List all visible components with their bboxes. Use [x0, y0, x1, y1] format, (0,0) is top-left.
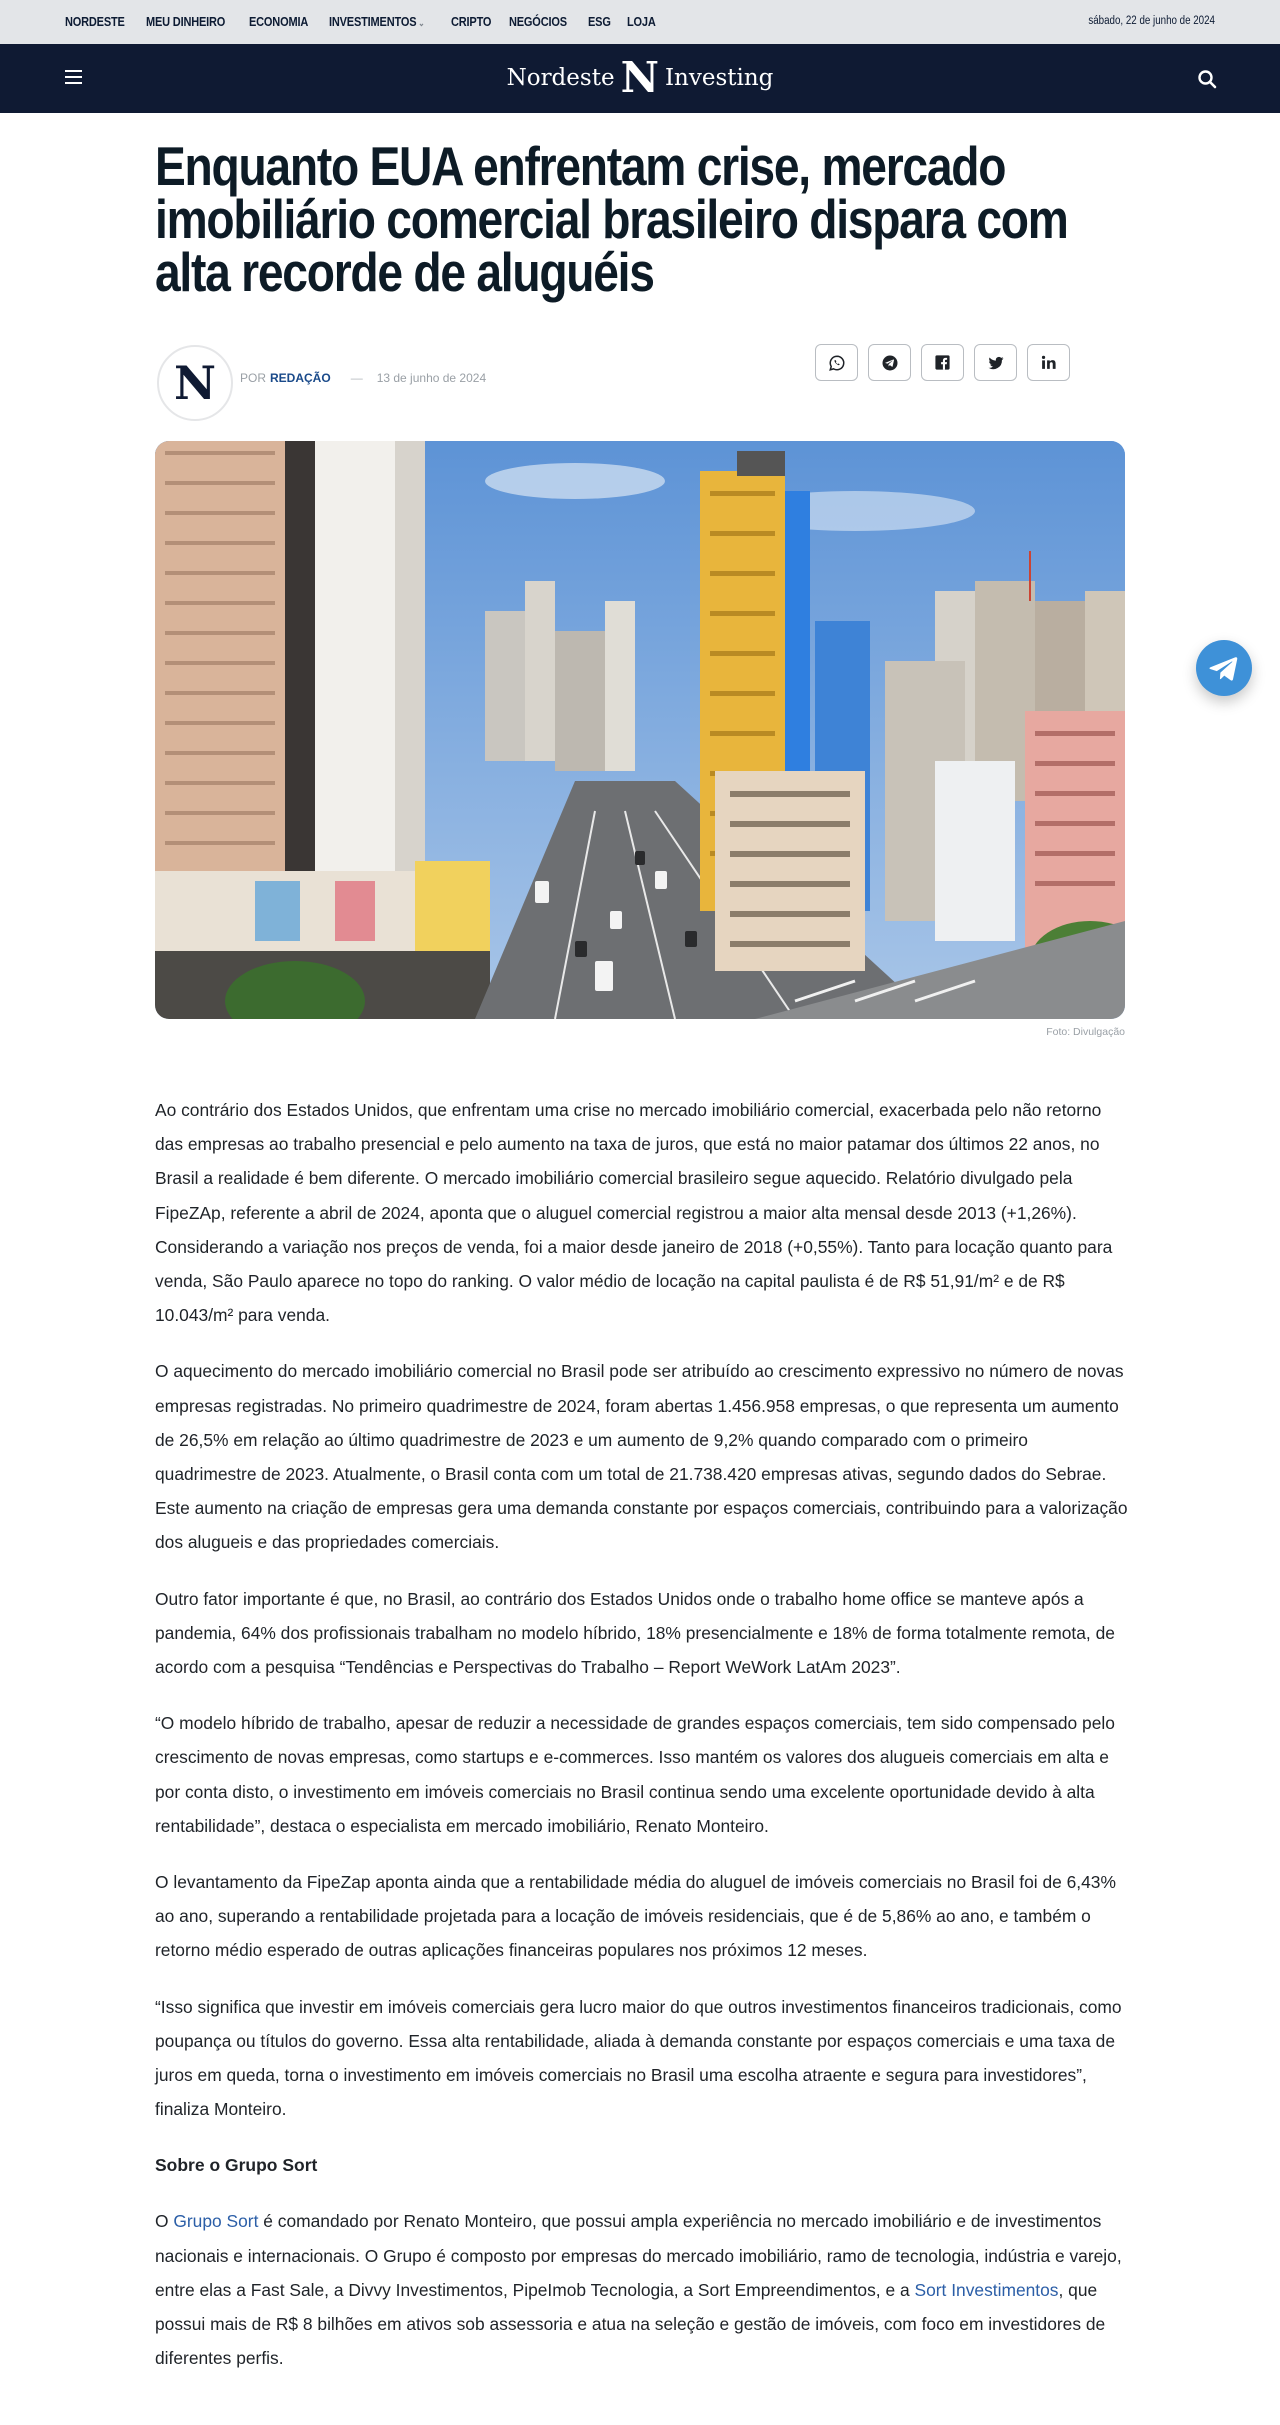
city-street-illustration: [155, 441, 1125, 1019]
nav-loja[interactable]: LOJA: [627, 15, 656, 29]
whatsapp-icon: [828, 354, 846, 372]
chevron-down-icon: ⌄: [418, 18, 425, 28]
site-header: [0, 44, 1280, 113]
share-whatsapp-button[interactable]: [815, 344, 858, 381]
logo-mark: N: [620, 53, 659, 102]
nav-investimentos-label: INVESTIMENTOS: [328, 15, 417, 29]
byline: [240, 371, 486, 385]
image-caption: Foto: Divulgação: [1046, 1026, 1125, 1038]
nav-esg[interactable]: ESG: [588, 15, 611, 29]
logo-text-right: Investing: [664, 65, 774, 91]
share-telegram-button[interactable]: [868, 344, 911, 381]
site-logo[interactable]: [0, 53, 1280, 102]
nav-investimentos[interactable]: [329, 15, 425, 29]
paragraph-text: é comandado por Renato Monteiro, que possui ampla experiência no mercado imobiliário e de investimentos nacionais e internacionais. O Grupo é composto por empresas do mercado imobiliário, ramo de tecnologia, indústria e varejo, entre elas a Fast Sale, a Divvy Investimentos, PipeImob Tecnologia, a Sort Empreendimentos, e a: [155, 2211, 1122, 2300]
article-paragraph: Outro fator importante é que, no Brasil, ao contrário dos Estados Unidos onde o trabalho home office se manteve após a pandemia, 64% dos profissionais trabalham no modelo híbrido, 18% presencialmente e 18% de forma totalmente remota, de acordo com a pesquisa “Tendências e Perspectivas do Trabalho – Report WeWork LatAm 2023”.: [155, 1588, 1115, 1678]
byline-separator: —: [350, 371, 363, 385]
nav-cripto[interactable]: CRIPTO: [450, 15, 491, 29]
nav-economia[interactable]: ECONOMIA: [248, 15, 308, 29]
article-paragraph: Ao contrário dos Estados Unidos, que enfrentam uma crise no mercado imobiliário comercial, exacerbada pelo não retorno das empresas ao trabalho presencial e pelo aumento na taxa de juros, que está no maior patamar dos últimos 22 anos, no Brasil a realidade é bem diferente. O mercado imobiliário comercial brasileiro segue aquecido. Relatório divulgado pela FipeZAp, referente a abril de 2024, aponta que o aluguel comercial registrou a maior alta mensal desde 2013 (+1,26%). Considerando a variação nos preços de venda, foi a maior desde janeiro de 2018 (+0,55%). Tanto para locação quanto para venda, São Paulo aparece no topo do ranking. O valor médio de locação na capital paulista é de R$ 51,91/m² e de R$ 10.043/m² para venda.: [155, 1100, 1113, 1326]
telegram-float-button[interactable]: [1196, 640, 1252, 696]
linkedin-icon: [1040, 354, 1057, 371]
article-paragraph: “Isso significa que investir em imóveis comerciais gera lucro maior do que outros investimentos financeiros tradicionais, como poupança ou títulos do governo. Essa alta rentabilidade, aliada à demanda constante por espaços comerciais e uma taxa de juros em queda, torna o investimento em imóveis comerciais no Brasil uma escolha atraente e segura para investidores”, finaliza Monteiro.: [155, 1996, 1122, 2120]
author-avatar[interactable]: N: [157, 345, 233, 421]
article-paragraph: O levantamento da FipeZap aponta ainda que a rentabilidade média do aluguel de imóveis comerciais no Brasil foi de 6,43% ao ano, superando a rentabilidade projetada para a locação de imóveis residenciais, que é de 5,86% ao ano, e também o retorno médio esperado de outras aplicações financeiras populares nos próximos 12 meses.: [155, 1872, 1116, 1961]
share-twitter-button[interactable]: [974, 344, 1017, 381]
nav-meu-dinheiro[interactable]: MEU DINHEIRO: [145, 15, 226, 29]
article-paragraph: O aquecimento do mercado imobiliário comercial no Brasil pode ser atribuído ao crescimento expressivo no número de novas empresas registradas. No primeiro quadrimestre de 2024, foram abertas 1.456.958 empresas, o que representa um aumento de 26,5% em relação ao último quadrimestre de 2023 e um aumento de 9,2% quando comparado com o primeiro quadrimestre de 2023. Atualmente, o Brasil conta com um total de 21.738.420 empresas ativas, segundo dados do Sebrae. Este aumento na criação de empresas gera uma demanda constante por espaços comerciais, contribuindo para a valorização dos alugueis e das propriedades comerciais.: [155, 1361, 1128, 1553]
top-bar: [0, 0, 1280, 44]
grupo-sort-link[interactable]: Grupo Sort: [173, 2211, 259, 2232]
facebook-icon: [934, 354, 951, 371]
logo-text-left: Nordeste: [506, 65, 615, 91]
sort-investimentos-link[interactable]: Sort Investimentos: [914, 2279, 1059, 2300]
top-nav: [65, 0, 673, 44]
author-link[interactable]: REDAÇÃO: [270, 371, 331, 385]
article-paragraph: “O modelo híbrido de trabalho, apesar de reduzir a necessidade de grandes espaços comerciais, tem sido compensado pelo crescimento de novas empresas, como startups e e-commerces. Isso mantém os valores dos alugueis comerciais em alta e por conta disto, o investimento em imóveis comerciais no Brasil continua sendo uma excelente oportunidade devido à alta rentabilidade”, destaca o especialista em mercado imobiliário, Renato Monteiro.: [155, 1713, 1115, 1836]
section-heading: Sobre o Grupo Sort: [155, 2155, 318, 2176]
current-date: sábado, 22 de junho de 2024: [1088, 15, 1215, 27]
publish-date: 13 de junho de 2024: [376, 371, 487, 385]
telegram-icon: [1209, 655, 1239, 681]
paragraph-text: , que possui mais de R$ 8 bilhões em ativos sob assessoria e atua na seleção e gestão de imóveis, com foco em investidores de diferentes perfis.: [155, 2279, 1106, 2369]
telegram-icon: [881, 354, 899, 372]
search-icon[interactable]: [1197, 69, 1217, 89]
share-linkedin-button[interactable]: [1027, 344, 1070, 381]
share-facebook-button[interactable]: [921, 344, 964, 381]
article-hero-image: [155, 441, 1125, 1019]
nav-nordeste[interactable]: NORDESTE: [65, 15, 125, 29]
share-buttons: [815, 344, 1070, 381]
paragraph-text: O: [155, 2211, 174, 2232]
twitter-icon: [987, 354, 1005, 372]
nav-negocios[interactable]: NEGÓCIOS: [509, 15, 568, 29]
article-paragraph: [155, 2204, 1130, 2375]
article-title: Enquanto EUA enfrentam crise, mercado imobiliário comercial brasileiro dispara com alta recorde de aluguéis: [155, 135, 1068, 303]
article-body: [155, 1093, 1130, 2398]
byline-prefix: POR: [240, 371, 267, 385]
